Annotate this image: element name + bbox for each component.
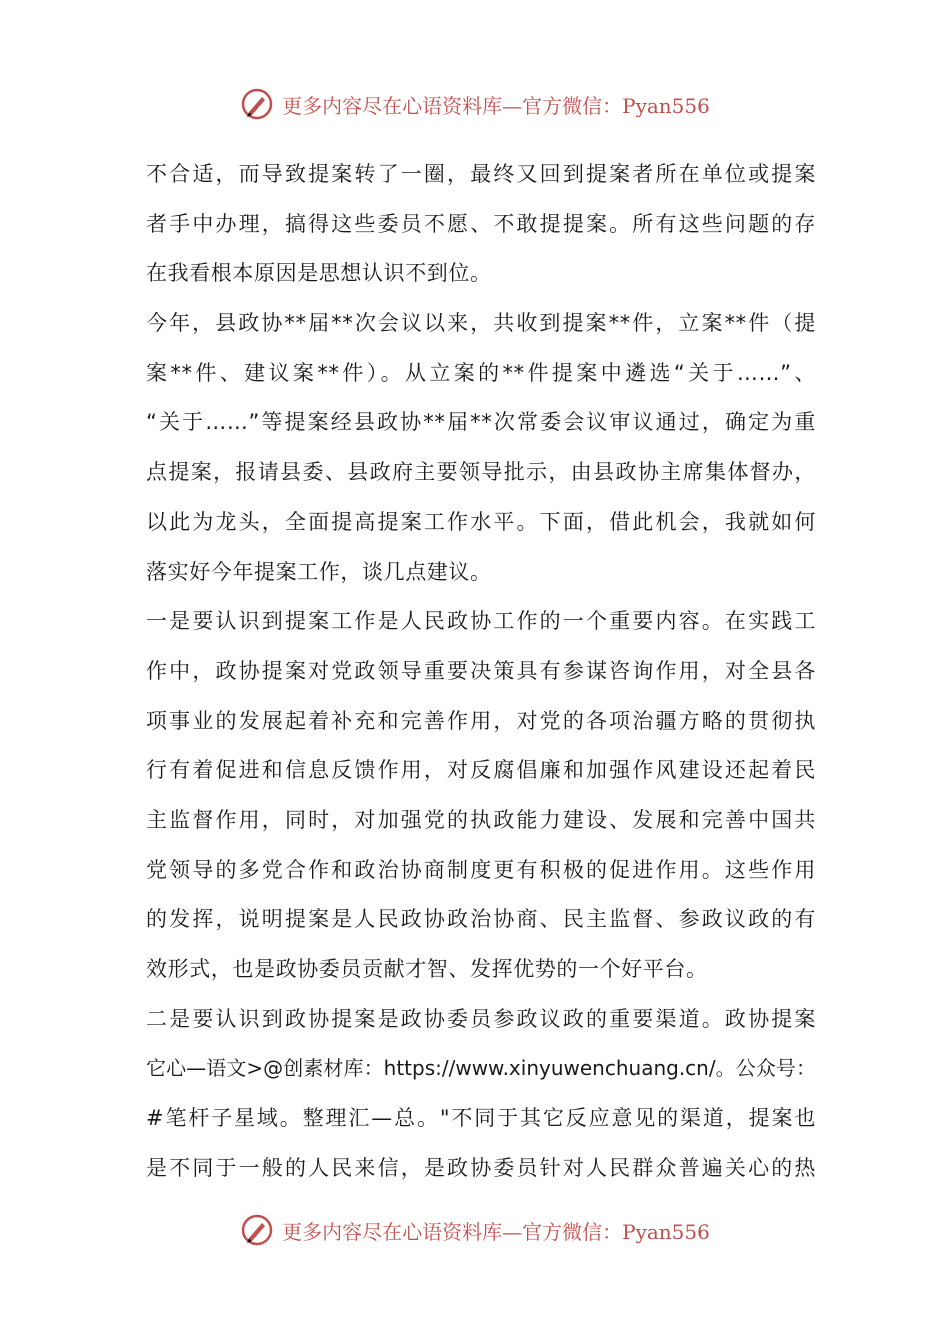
text-line: “关于……”等提案经县政协**届**次常委会议审议通过，确定为重 xyxy=(146,410,816,435)
text-line: 在我看根本原因是思想认识不到位。 xyxy=(146,261,492,286)
text-line: 一是要认识到提案工作是人民政协工作的一个重要内容。在实践工 xyxy=(146,609,816,634)
header-watermark xyxy=(0,84,950,124)
text-line: 的发挥，说明提案是人民政协政治协商、民主监督、参政议政的有 xyxy=(146,907,816,932)
text-line: 以此为龙头，全面提高提案工作水平。下面，借此机会，我就如何 xyxy=(146,509,816,534)
text-line: 效形式，也是政协委员贡献才智、发挥优势的一个好平台。 xyxy=(146,957,708,981)
pen-logo-icon xyxy=(240,87,274,121)
text-line: 不合适，而导致提案转了一圈，最终又回到提案者所在单位或提案 xyxy=(146,162,816,186)
header-watermark-text: 更多内容尽在心语资料库—官方微信：Pyan556 xyxy=(282,93,710,118)
footer-watermark-text: 更多内容尽在心语资料库—官方微信：Pyan556 xyxy=(282,1219,710,1244)
text-line: 是不同于一般的人民来信，是政协委员针对人民群众普遍关心的热 xyxy=(146,1155,816,1180)
text-line: 党领导的多党合作和政治协商制度更有积极的促进作用。这些作用 xyxy=(146,857,816,882)
text-line: 项事业的发展起着补充和完善作用，对党的各项治疆方略的贯彻执 xyxy=(146,708,816,733)
text-line: #笔杆子星域。整理汇—总。"不同于其它反应意见的渠道，提案也 xyxy=(146,1106,816,1131)
text-line: 者手中办理，搞得这些委员不愿、不敢提提案。所有这些问题的存 xyxy=(146,211,816,236)
text-line: 案**件、建议案**件）。从立案的**件提案中遴选“关于……”、 xyxy=(146,360,816,385)
text-line: 主监督作用，同时，对加强党的执政能力建设、发展和完善中国共 xyxy=(146,807,816,832)
footer-watermark xyxy=(0,1210,950,1250)
text-line: 它心—语文>@创素材库：https://www.xinyuwenchuang.cn/。公众号： xyxy=(146,1056,816,1081)
document-body xyxy=(146,150,816,1193)
text-line: 作中，政协提案对党政领导重要决策具有参谋咨询作用，对全县各 xyxy=(146,658,816,683)
text-line: 落实好今年提案工作，谈几点建议。 xyxy=(146,559,492,584)
text-line: 今年，县政协**届**次会议以来，共收到提案**件，立案**件（提 xyxy=(146,311,816,336)
text-line: 点提案，报请县委、县政府主要领导批示，由县政协主席集体督办， xyxy=(146,460,816,485)
text-line: 行有着促进和信息反馈作用，对反腐倡廉和加强作风建设还起着民 xyxy=(146,758,816,783)
text-line: 二是要认识到政协提案是政协委员参政议政的重要渠道。政协提案 xyxy=(146,1006,816,1031)
pen-logo-icon xyxy=(240,1213,274,1247)
